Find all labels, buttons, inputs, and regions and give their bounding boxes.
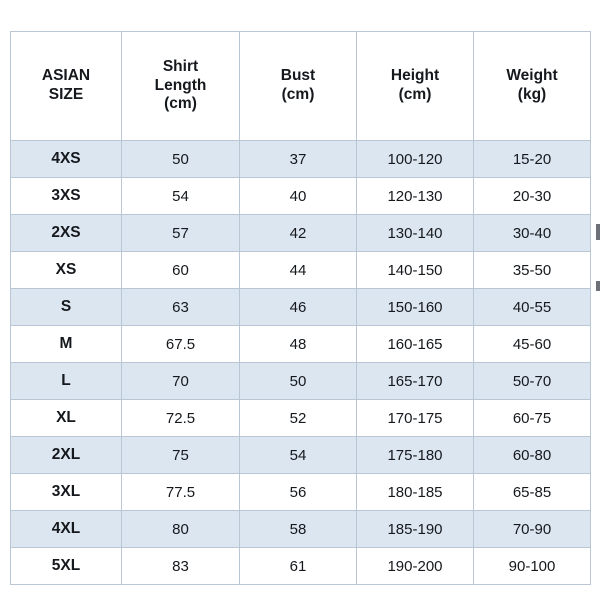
table-row — [11, 437, 591, 474]
cell-height: 165-170 — [357, 363, 474, 400]
cell-weight: 30-40 — [474, 215, 591, 252]
cell-shirt-length: 83 — [122, 548, 240, 585]
table-header — [11, 32, 591, 141]
table-row — [11, 548, 591, 585]
column-header-asian-size — [11, 32, 122, 141]
cell-height: 180-185 — [357, 474, 474, 511]
cell-asian-size: 2XS — [11, 215, 122, 252]
cell-weight: 20-30 — [474, 178, 591, 215]
cell-height: 100-120 — [357, 141, 474, 178]
table-row — [11, 326, 591, 363]
cell-asian-size: S — [11, 289, 122, 326]
table-row — [11, 289, 591, 326]
table-row — [11, 474, 591, 511]
cell-bust: 48 — [240, 326, 357, 363]
size-chart-container — [10, 31, 590, 585]
size-chart-table — [10, 31, 591, 585]
table-row — [11, 178, 591, 215]
cell-shirt-length: 54 — [122, 178, 240, 215]
edge-artifact-lower — [596, 281, 600, 291]
cell-asian-size: XS — [11, 252, 122, 289]
cell-shirt-length: 77.5 — [122, 474, 240, 511]
cell-bust: 61 — [240, 548, 357, 585]
cell-height: 175-180 — [357, 437, 474, 474]
cell-height: 170-175 — [357, 400, 474, 437]
cell-weight: 35-50 — [474, 252, 591, 289]
column-header-height — [357, 32, 474, 141]
cell-height: 185-190 — [357, 511, 474, 548]
cell-asian-size: 4XS — [11, 141, 122, 178]
header-line: Height — [390, 67, 440, 85]
table-body — [11, 141, 591, 585]
header-line: Weight — [506, 67, 558, 85]
cell-bust: 50 — [240, 363, 357, 400]
cell-bust: 42 — [240, 215, 357, 252]
table-row — [11, 511, 591, 548]
cell-weight: 70-90 — [474, 511, 591, 548]
cell-height: 120-130 — [357, 178, 474, 215]
cell-height: 190-200 — [357, 548, 474, 585]
cell-weight: 60-75 — [474, 400, 591, 437]
cell-bust: 54 — [240, 437, 357, 474]
cell-height: 130-140 — [357, 215, 474, 252]
cell-asian-size: 3XL — [11, 474, 122, 511]
cell-bust: 40 — [240, 178, 357, 215]
table-row — [11, 141, 591, 178]
cell-asian-size: 5XL — [11, 548, 122, 585]
header-line: Length — [154, 76, 207, 94]
header-line: SIZE — [48, 86, 84, 103]
cell-asian-size: L — [11, 363, 122, 400]
cell-shirt-length: 70 — [122, 363, 240, 400]
header-line: ASIAN — [41, 67, 91, 85]
cell-shirt-length: 67.5 — [122, 326, 240, 363]
cell-height: 140-150 — [357, 252, 474, 289]
cell-weight: 50-70 — [474, 363, 591, 400]
column-header-bust — [240, 32, 357, 141]
table-row — [11, 400, 591, 437]
cell-asian-size: M — [11, 326, 122, 363]
cell-weight: 15-20 — [474, 141, 591, 178]
header-line: Bust — [280, 67, 316, 85]
cell-shirt-length: 60 — [122, 252, 240, 289]
column-header-weight — [474, 32, 591, 141]
cell-weight: 65-85 — [474, 474, 591, 511]
cell-height: 160-165 — [357, 326, 474, 363]
edge-artifact-upper — [596, 224, 600, 240]
cell-bust: 46 — [240, 289, 357, 326]
table-row — [11, 363, 591, 400]
header-line: (cm) — [398, 86, 432, 103]
table-row — [11, 215, 591, 252]
header-line: (kg) — [517, 86, 547, 103]
table-row — [11, 252, 591, 289]
header-row — [11, 32, 591, 141]
cell-weight: 45-60 — [474, 326, 591, 363]
header-line: Shirt — [162, 57, 199, 75]
cell-bust: 44 — [240, 252, 357, 289]
cell-shirt-length: 72.5 — [122, 400, 240, 437]
cell-bust: 56 — [240, 474, 357, 511]
cell-asian-size: 3XS — [11, 178, 122, 215]
cell-bust: 58 — [240, 511, 357, 548]
cell-asian-size: XL — [11, 400, 122, 437]
cell-shirt-length: 80 — [122, 511, 240, 548]
cell-bust: 52 — [240, 400, 357, 437]
cell-asian-size: 2XL — [11, 437, 122, 474]
cell-weight: 90-100 — [474, 548, 591, 585]
cell-shirt-length: 63 — [122, 289, 240, 326]
cell-shirt-length: 57 — [122, 215, 240, 252]
header-line: (cm) — [164, 95, 197, 113]
cell-shirt-length: 50 — [122, 141, 240, 178]
cell-weight: 40-55 — [474, 289, 591, 326]
cell-shirt-length: 75 — [122, 437, 240, 474]
cell-bust: 37 — [240, 141, 357, 178]
cell-asian-size: 4XL — [11, 511, 122, 548]
column-header-shirt-length — [122, 32, 240, 141]
cell-height: 150-160 — [357, 289, 474, 326]
cell-weight: 60-80 — [474, 437, 591, 474]
header-line: (cm) — [281, 86, 315, 103]
